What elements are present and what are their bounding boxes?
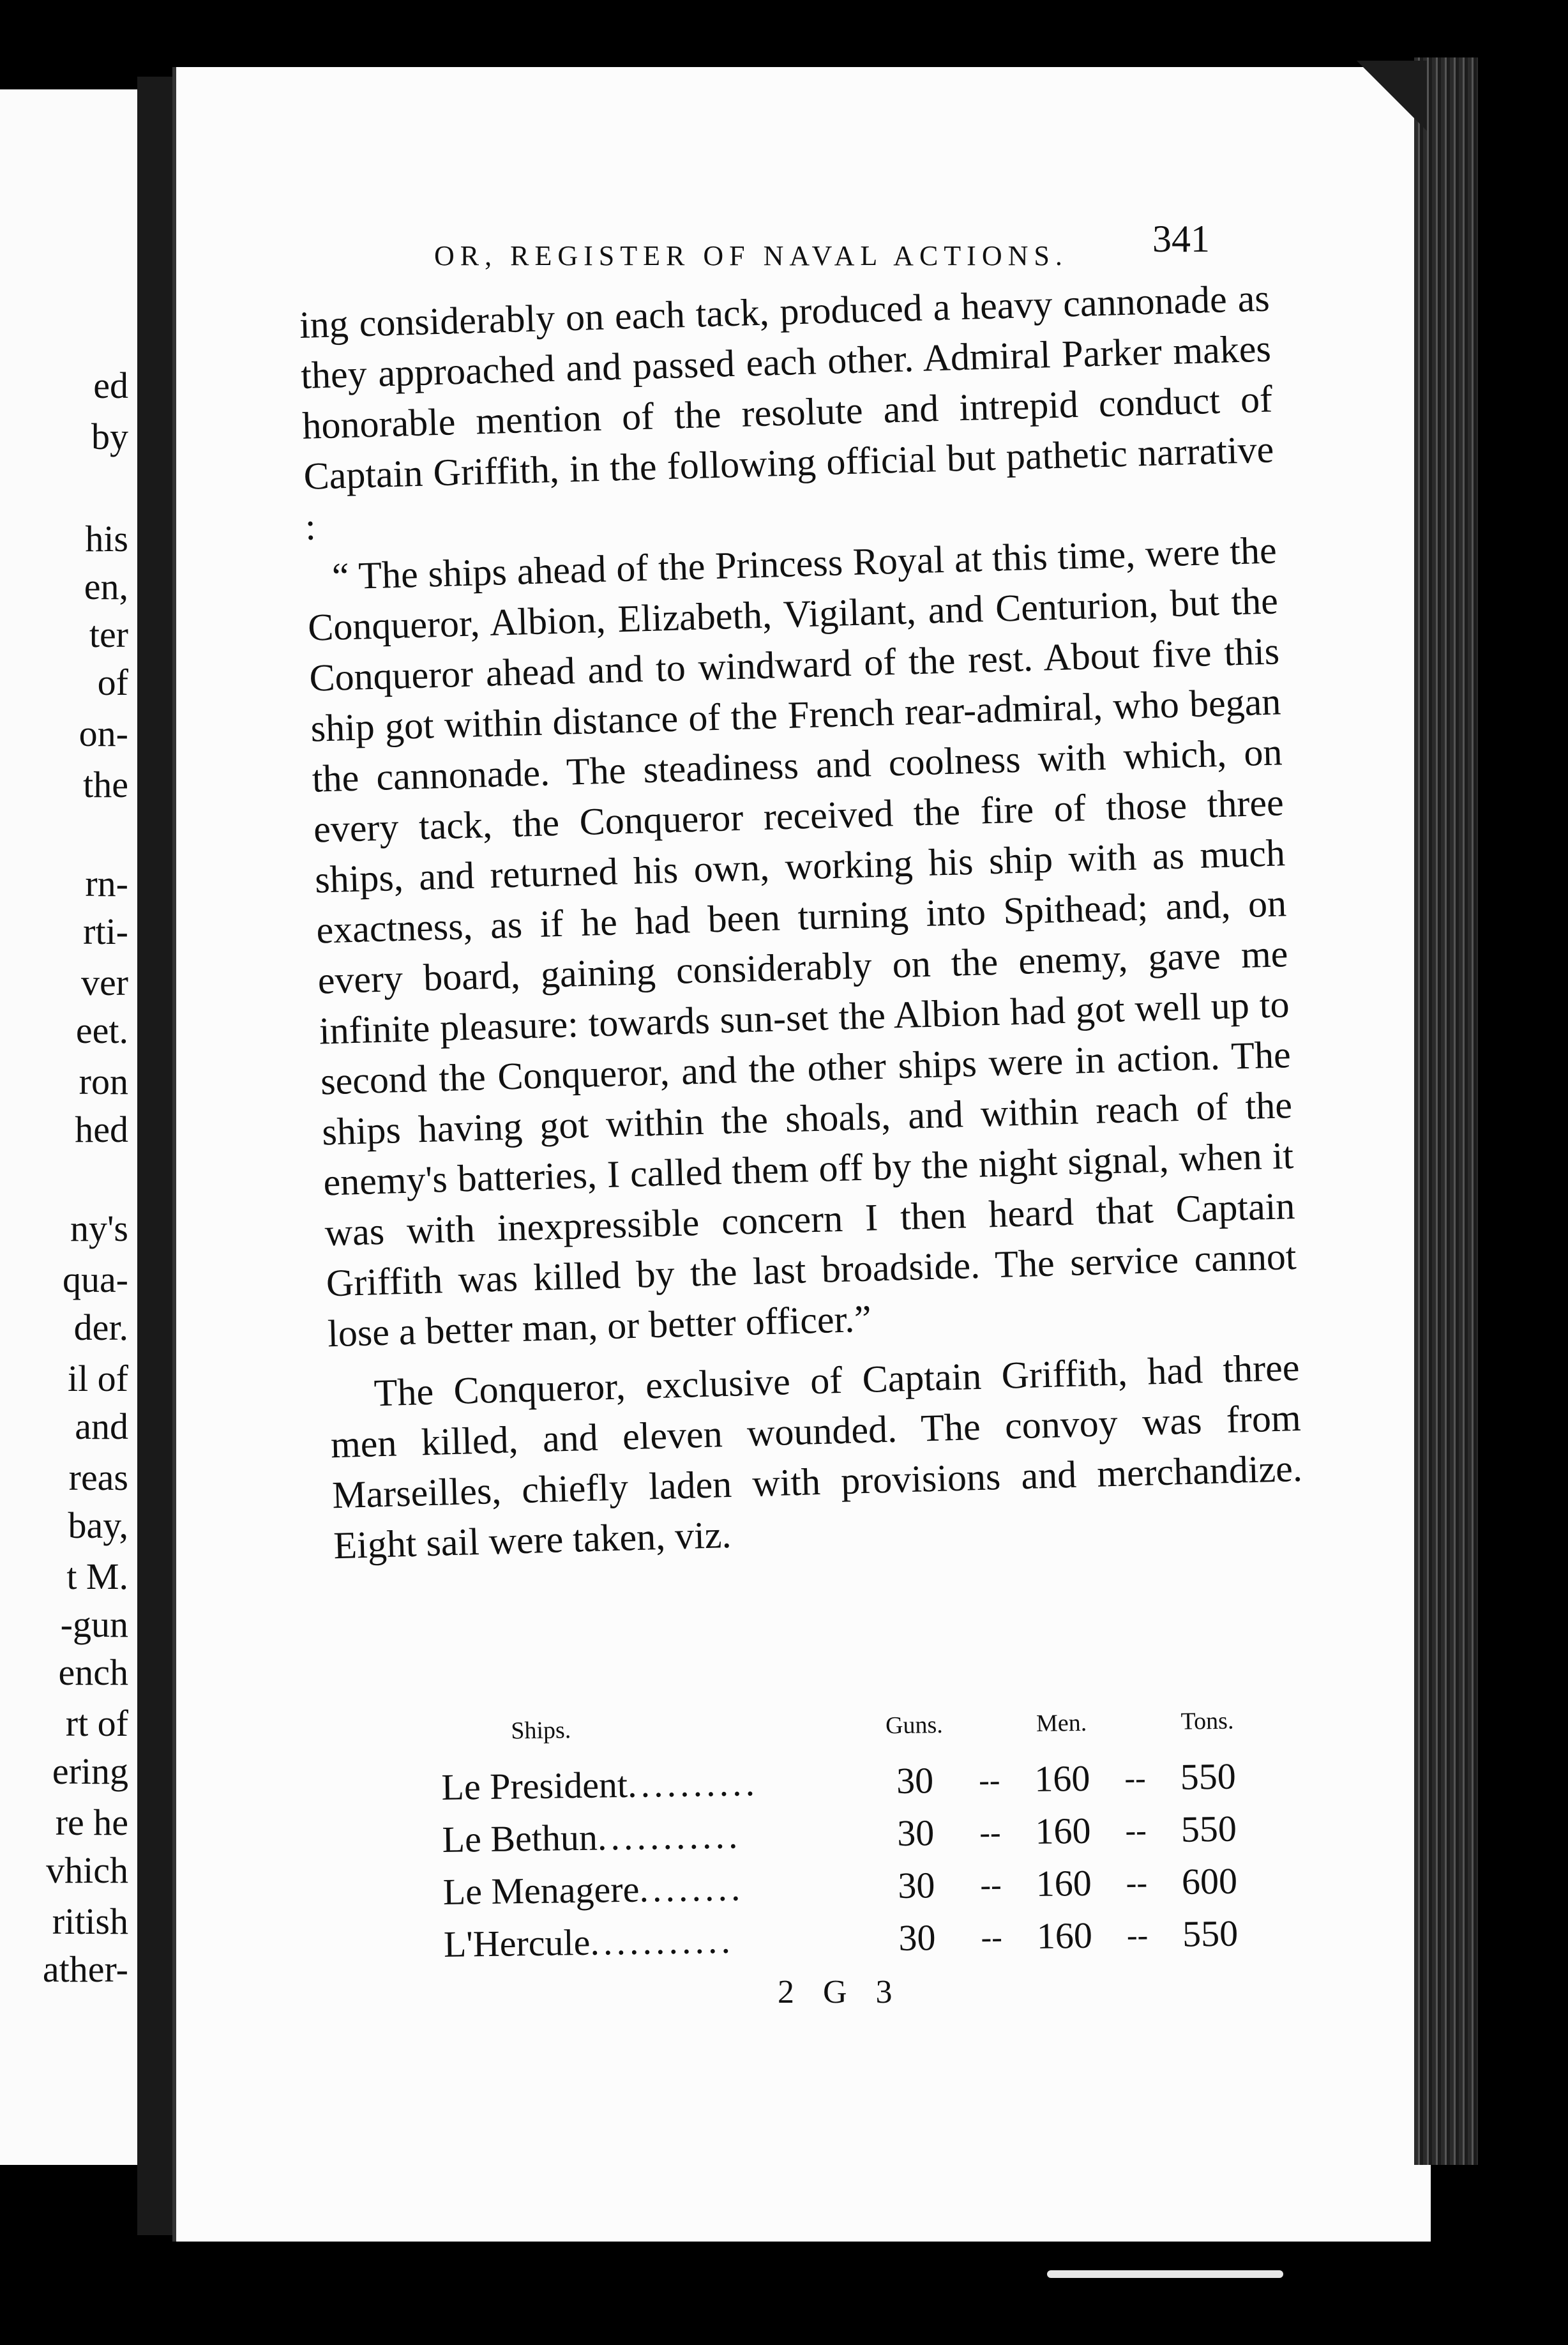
dot-leader: .......... — [627, 1762, 759, 1805]
separator: -- — [981, 1918, 1003, 1955]
ship-name — [443, 1913, 865, 1971]
book-gutter — [137, 77, 176, 2235]
previous-page-fragment — [0, 89, 140, 2165]
left-page-line-fragment: ed — [93, 365, 128, 406]
men-value: 160 — [1036, 1914, 1093, 1957]
tons-value: 550 — [1182, 1912, 1239, 1955]
header-ships: Ships. — [511, 1717, 571, 1745]
left-page-line-fragment: hed — [75, 1109, 128, 1150]
left-page-line-fragment: ron — [79, 1061, 128, 1102]
left-page-line-fragment: by — [91, 416, 128, 457]
tons-value: 550 — [1180, 1807, 1237, 1850]
dot-leader: ........ — [638, 1867, 744, 1910]
left-page-line-fragment: rt of — [65, 1703, 128, 1744]
left-page-line-fragment: -gun — [60, 1604, 128, 1645]
men-value: 160 — [1034, 1757, 1090, 1800]
left-page-line-fragment: ather- — [42, 1948, 128, 1990]
left-page-line-fragment: vhich — [46, 1849, 128, 1891]
tons-value: 550 — [1180, 1755, 1237, 1798]
ship-name-text: L'Hercule — [443, 1921, 591, 1965]
ships-table — [441, 1706, 1261, 1971]
header-guns: Guns. — [885, 1711, 944, 1740]
dot-leader: ........... — [589, 1919, 735, 1963]
ship-name — [442, 1860, 864, 1918]
tons-value: 600 — [1181, 1860, 1238, 1902]
paragraph: ing considerably on each tack, produced a heavy cannonade as they approached and passed each other. Admiral Parker makes honorable mention of the resolute and intrepid conduct of Captain Griffith, in the following official but pathetic narrative : — [299, 277, 1275, 548]
left-page-line-fragment: ritish — [52, 1901, 128, 1942]
left-page-line-fragment: t M. — [66, 1556, 128, 1597]
men-value: 160 — [1036, 1862, 1092, 1904]
separator: -- — [1126, 1916, 1149, 1954]
paragraph-quote: “ The ships ahead of the Princess Royal at this time, were the Conqueror, Albion, Elizabeth, Vigilant, and Centurion, but the Conqueror ahead and to windward of the rest. About five this ship got within distance of the French rear-admiral, who began the cannonade. The steadiness and coolness with which, on every tack, the Conqueror received the fire of those three ships, and returned his own, working his ship with as much exactness, as if he had been turning into Spithead; and, on every board, gaining considerably on the enemy, gave me infinite pleasure: towards sun-set the Albion had got well up to second the Conqueror, and the other ships were in action. The ships having got within the shoals, and within reach of the enemy's batteries, I called them off by the night signal, when it was with inexpressible concern I then heard that Captain Griffith was killed by the last broadside. The service cannot lose a better man, or better officer.” — [307, 529, 1297, 1355]
left-page-line-fragment: en, — [84, 566, 128, 607]
left-page-line-fragment: rti- — [83, 911, 128, 952]
left-page-line-fragment: of — [97, 662, 128, 703]
left-page-line-fragment: his — [85, 518, 128, 559]
left-page-line-fragment: and — [75, 1406, 128, 1447]
guns-value: 30 — [898, 1916, 936, 1959]
ship-name-text: Le Menagere — [442, 1868, 640, 1913]
paragraph: The Conqueror, exclusive of Captain Griffith, had three men killed, and eleven wounded. The convoy was from Marseilles, chiefly laden with provisions and merchandize. Eight sail were taken, viz. — [330, 1346, 1303, 1567]
separator: -- — [979, 1814, 1001, 1851]
left-page-line-fragment: ver — [80, 962, 128, 1003]
left-page-line-fragment: ny's — [70, 1208, 128, 1249]
left-page-line-fragment: ench — [58, 1651, 128, 1693]
men-value: 160 — [1035, 1809, 1091, 1853]
dot-leader: ........... — [597, 1814, 742, 1858]
left-page-line-fragment: re he — [55, 1802, 128, 1843]
ship-name-text: Le President — [441, 1763, 628, 1808]
left-page-line-fragment: il of — [67, 1358, 128, 1399]
left-page-line-fragment: bay, — [68, 1505, 128, 1546]
page-number: 341 — [1152, 218, 1210, 260]
header-men: Men. — [1036, 1709, 1087, 1737]
left-page-line-fragment: ering — [52, 1750, 128, 1792]
separator: -- — [1124, 1759, 1147, 1796]
left-page-line-fragment: ter — [89, 614, 128, 655]
signature-mark: 2 G 3 — [778, 1974, 903, 2010]
separator: -- — [979, 1866, 1002, 1903]
guns-value: 30 — [896, 1759, 934, 1802]
ship-name — [442, 1808, 864, 1866]
separator: -- — [978, 1761, 1000, 1798]
left-page-line-fragment: the — [83, 764, 128, 805]
guns-value: 30 — [897, 1864, 935, 1907]
ship-name — [441, 1756, 863, 1814]
page-edge — [1414, 57, 1478, 2165]
page-corner-fold — [1357, 61, 1427, 131]
header-tons: Tons. — [1180, 1707, 1234, 1735]
left-page-line-fragment: qua- — [62, 1259, 128, 1300]
left-page-line-fragment: reas — [68, 1457, 128, 1498]
left-page-line-fragment: rn- — [85, 863, 128, 904]
left-page-line-fragment: der. — [73, 1307, 128, 1348]
ship-name-text: Le Bethun — [442, 1816, 598, 1860]
left-page-line-fragment: on- — [79, 713, 128, 754]
scan-artifact — [1047, 2270, 1283, 2278]
body-text — [299, 273, 1304, 1572]
left-page-line-fragment: eet. — [75, 1010, 128, 1051]
guns-value: 30 — [896, 1812, 935, 1855]
running-head: OR, REGISTER OF NAVAL ACTIONS. — [434, 240, 1068, 271]
separator: -- — [1126, 1864, 1148, 1901]
separator: -- — [1125, 1812, 1147, 1849]
